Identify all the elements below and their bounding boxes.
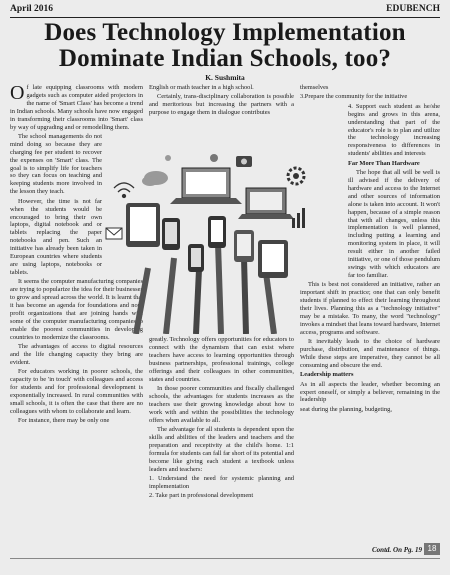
wrapped-text	[10, 133, 102, 277]
paragraph: seat during the planning, budgeting,	[300, 405, 392, 413]
tablet-icon	[126, 203, 160, 247]
paragraph: greatly. Technology offers opportunities for educators to connect with the dynamism that can exist where teachers have access to learning opportunities through business partnerships, professional trainings, college offerings and their colleagues in other communities, states and countries.	[149, 336, 294, 383]
paragraph: Certainly, trans-disciplinary collaboration is possible and meritorious but increasing the partners with a purpose to engage them in dialogue contributes	[149, 93, 294, 117]
smartphone-icon	[188, 244, 204, 272]
list-item: 4. Support each student as he/she begins and grows in this arena, understanding that part of the educator's role is to plan and utilize the technology increasing responsiveness to differences in students' abilities and interests	[348, 102, 440, 158]
paragraph: In those poorer communities and fiscally challenged schools, the advantages for students increases as the teachers use their growing knowledge about how to work with and within the possibilities the technology offers when available to all.	[149, 384, 294, 424]
list-item: 2. Take part in professional development	[149, 492, 254, 500]
paragraph: English or math teacher in a high school.	[149, 84, 254, 91]
hands-devices-illustration	[96, 148, 316, 334]
paragraph: Of late equipping classrooms with modern gadgets such as computer aided projectors in the name of 'Smart Class' has become a trend in Indian schools. Many schools have now engaged in transforming their classrooms into 'Smart' class by way of upgrading and or remodelling them.	[10, 82, 143, 131]
smartphone-icon	[162, 218, 180, 250]
footer-rule	[10, 558, 440, 559]
list-item: 1. Understand the need for systemic planning and implementation	[149, 474, 294, 490]
publication-name: EDUBENCH	[386, 4, 440, 14]
paragraph: The hope that all will be well is ill advised if the delivery of hardware and access to the Internet and other sources of information alone is taken into account. It won't happen, because of a simple reason that with all changes, unless this implementation is well planned, including putting a learning and monitoring system in place, it will result either in another failed initiative, or one of those pendulum swings with which educators are far too familiar.	[348, 169, 440, 279]
paragraph: As in all aspects the leader, whether becoming an expert oneself, or simply a believer, remaining in the leadership	[300, 380, 440, 404]
article-title	[10, 20, 440, 72]
title-line-1: Does Technology Implementation	[44, 19, 406, 46]
paragraph: For educators working in poorer schools, the capacity to be 'in touch' with colleagues and access for students and for professional development is exponentially increased. In rural communities with small schools, it is often the case that there are no colleagues with whom to collaborate and learn.	[10, 368, 143, 415]
mail-icon	[106, 228, 122, 239]
paragraph: The advantage for all students is dependent upon the skills and abilities of the leaders and teachers and the preparation and receptivity at the child's home. 1:1 formula for students can fall far short of its potential and become like giving each student a textbook unless leaders and teachers:	[149, 425, 294, 473]
paragraph: However, the time is not far when the students would be encouraged to bring their own laptops, digital notebook and or tablets replacing the paper notebooks and pen. Such an initiative has already been taken in European countries where students are using laptops, notebooks or tablets.	[10, 197, 102, 276]
laptop-icon	[238, 188, 294, 219]
column-2	[149, 336, 294, 502]
list-item: 3.Prepare the community for the initiative	[300, 93, 408, 101]
paragraph: The school managements do not mind doing so because they are charging fee per student to recover the expenses on 'Smart' class. The goal is to simplify life for teachers so they can focus on teaching and keeping students more involved in the lesson they teach.	[10, 132, 102, 196]
column-3	[300, 84, 440, 415]
wrapped-text	[348, 103, 440, 280]
dot-icon	[165, 155, 171, 161]
paragraph: For instance, there may be only one	[18, 417, 110, 425]
drop-cap: O	[10, 82, 25, 104]
gear-icon	[288, 168, 304, 184]
paragraph: It inevitably leads to the choice of hardware purchase, distribution, and maintenance of things. While these steps are imperative, they cannot be all consuming and obscure the end.	[300, 338, 440, 369]
continued-note: Contd. On Pg. 19	[372, 546, 422, 554]
title-line-2: Dominate Indian Schools, too?	[58, 45, 392, 72]
wifi-icon	[114, 183, 134, 198]
cloud-icon	[142, 171, 168, 186]
chart-icon	[292, 208, 305, 228]
author-byline: K. Sushmita	[205, 73, 245, 82]
laptop-icon	[170, 168, 242, 204]
camera-icon	[236, 156, 252, 167]
subheading: Leadership matters	[300, 371, 354, 379]
smartphone-icon	[208, 216, 226, 248]
paragraph: themselves	[300, 84, 329, 91]
dot-icon	[210, 154, 218, 162]
subheading: Far More Than Hardware	[348, 159, 420, 167]
smartphone-icon	[234, 230, 254, 262]
paragraph: This is best not considered an initiative, rather an important shift in practice; one that can only benefit students if planned to effect their learning throughout their lives. Planning this as a "technology initiative" may be a mistake. To many, the word "technology" invokes a mindset that leans toward hardware, Internet access, programs and software.	[300, 281, 440, 336]
running-header	[10, 4, 440, 18]
page-number: 18	[424, 543, 440, 555]
paragraph: The advantages of access to digital resources and the life changing capacity they bring are evident.	[10, 343, 143, 366]
header-rule	[10, 17, 440, 18]
paragraph: It seems the computer manufacturing companies are trying to popularize the idea for their businesses to grow and spread across the world. It is learnt that it has become an agenda for foundations and non-profit organizations that are joining hands with some of the computer manufacturing companies to enable the poorest communities in developing countries to modernize the classrooms.	[10, 278, 143, 341]
tablet-icon	[258, 240, 288, 278]
column-2-top	[149, 84, 294, 119]
issue-date: April 2016	[10, 4, 54, 14]
